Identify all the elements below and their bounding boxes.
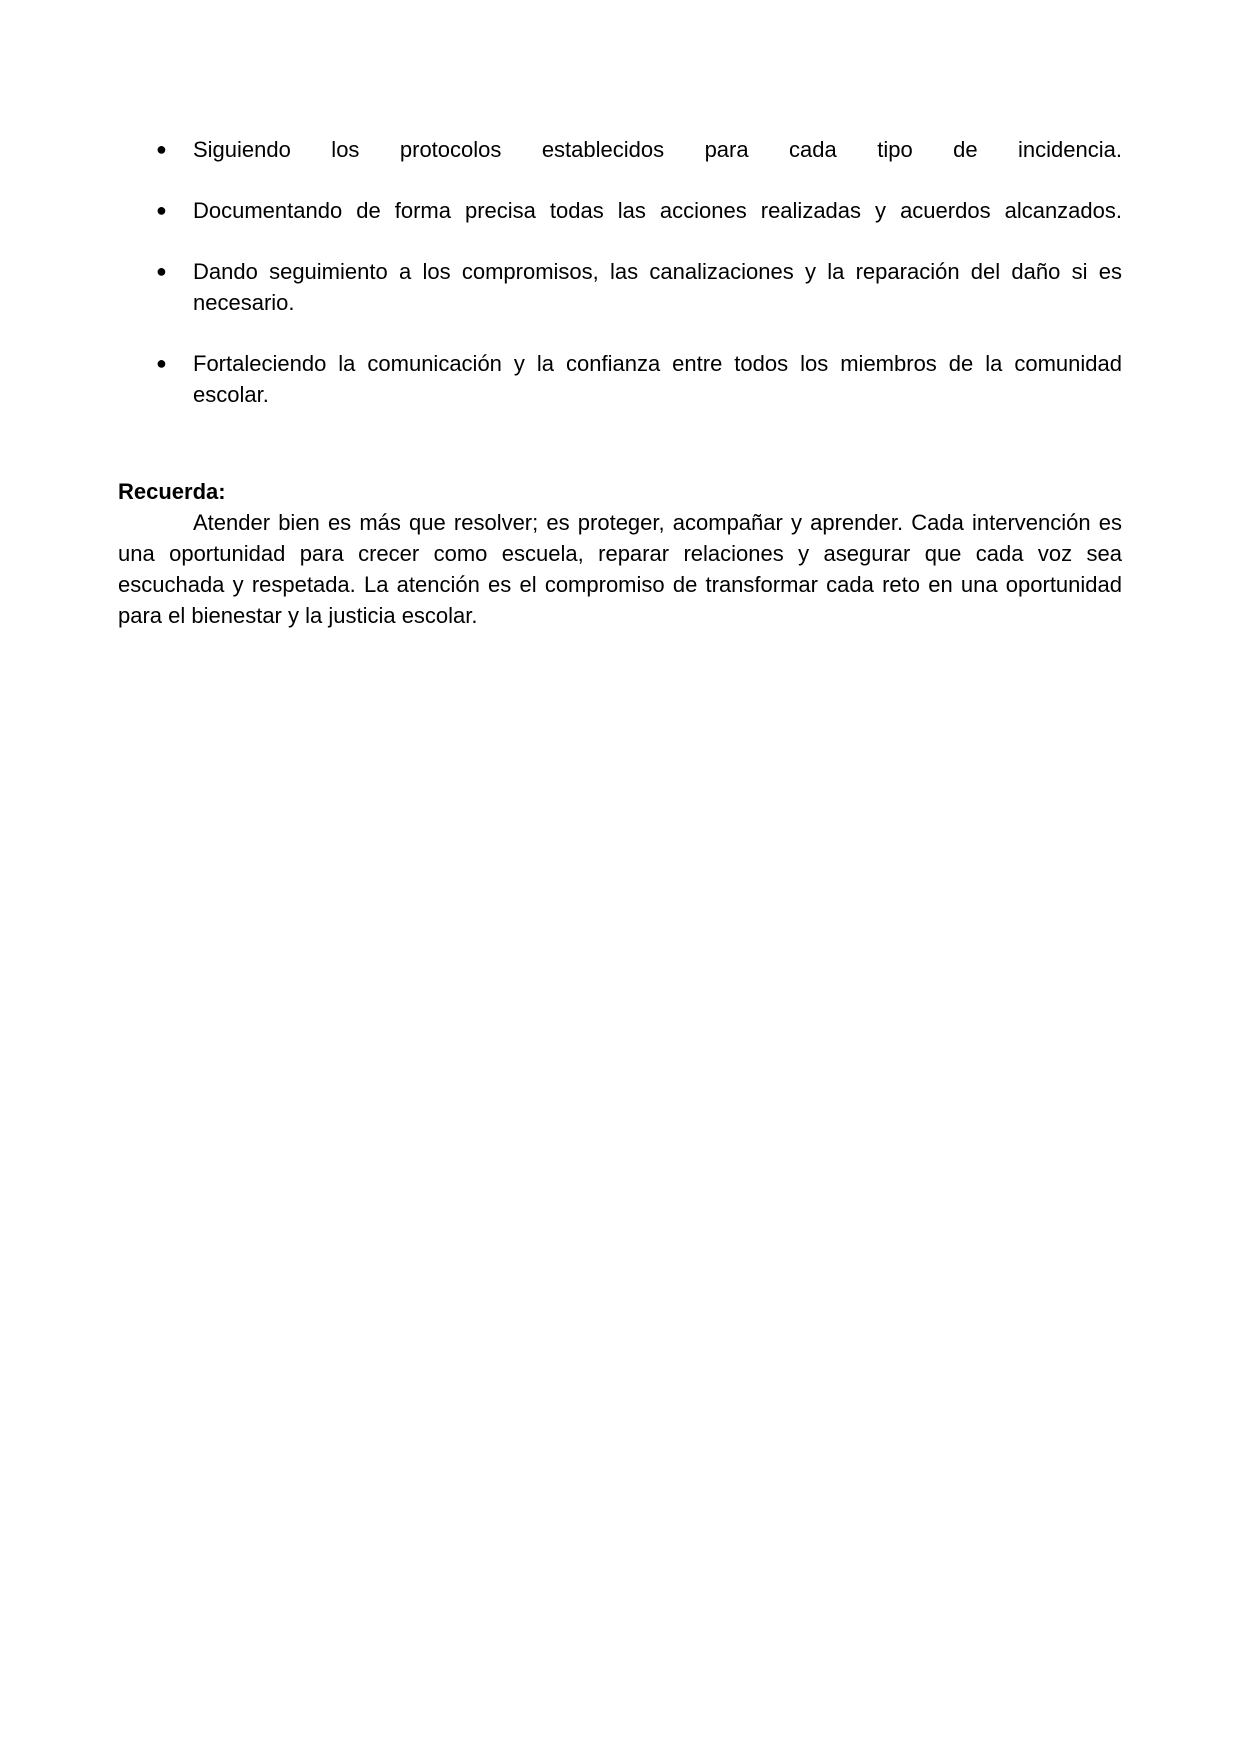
list-item bbox=[118, 256, 1122, 318]
list-item-text: Fortaleciendo la comunicación y la confianza entre todos los miembros de la comunidad escolar. bbox=[193, 351, 1122, 407]
bullet-list bbox=[118, 134, 1122, 440]
list-item-text: Siguiendo los protocolos establecidos para cada tipo de incidencia. bbox=[193, 137, 1122, 162]
list-item-text: Documentando de forma precisa todas las acciones realizadas y acuerdos alcanzados. bbox=[193, 198, 1122, 223]
bullet-icon: ● bbox=[156, 353, 167, 373]
bullet-icon: ● bbox=[156, 139, 167, 159]
reminder-heading: Recuerda: bbox=[118, 479, 226, 504]
reminder-paragraph: Atender bien es más que resolver; es proteger, acompañar y aprender. Cada intervención es una oportunidad para crecer como escuela, reparar relaciones y asegurar que cada voz sea escuchada y respetada. La atención es el compromiso de transformar cada reto en una oportunidad para el bienestar y la justicia escolar. bbox=[118, 510, 1122, 628]
bullet-icon: ● bbox=[156, 200, 167, 220]
list-item-text: Dando seguimiento a los compromisos, las canalizaciones y la reparación del daño si es necesario. bbox=[193, 259, 1122, 315]
list-item bbox=[118, 134, 1122, 165]
reminder-section bbox=[118, 476, 1122, 631]
list-item bbox=[118, 348, 1122, 410]
bullet-icon: ● bbox=[156, 261, 167, 281]
list-item bbox=[118, 195, 1122, 226]
